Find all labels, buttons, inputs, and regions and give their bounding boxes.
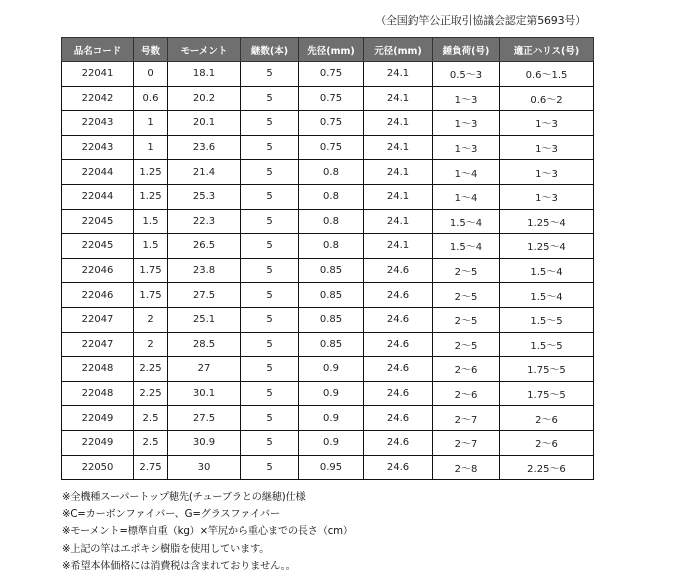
cell-sections: 5	[241, 332, 299, 357]
cell-tip-diameter: 0.8	[299, 209, 364, 234]
cell-moment: 27.5	[168, 406, 241, 431]
cell-moment: 30	[168, 455, 241, 480]
cell-butt-diameter: 24.1	[364, 184, 433, 209]
cell-sections: 5	[241, 357, 299, 382]
cell-tip-diameter: 0.85	[299, 307, 364, 332]
cell-sinker-load: 2～8	[433, 455, 500, 480]
table-row	[62, 160, 594, 185]
cell-sections: 5	[241, 62, 299, 87]
cell-size: 1.5	[134, 234, 168, 259]
cell-product-code: 22045	[62, 209, 134, 234]
cell-moment: 28.5	[168, 332, 241, 357]
cell-butt-diameter: 24.1	[364, 86, 433, 111]
cell-tip-diameter: 0.9	[299, 381, 364, 406]
table-row	[62, 357, 594, 382]
cell-size: 2.75	[134, 455, 168, 480]
cell-sections: 5	[241, 307, 299, 332]
table-row	[62, 209, 594, 234]
cell-tip-diameter: 0.95	[299, 455, 364, 480]
cell-sinker-load: 2～6	[433, 381, 500, 406]
cell-leader-line: 2～6	[500, 406, 594, 431]
cell-butt-diameter: 24.6	[364, 430, 433, 455]
cell-sinker-load: 1.5～4	[433, 234, 500, 259]
cell-product-code: 22041	[62, 62, 134, 87]
header-col-sinker-load: 錘負荷(号)	[433, 38, 500, 62]
cell-sections: 5	[241, 430, 299, 455]
cell-sinker-load: 2～5	[433, 332, 500, 357]
cell-tip-diameter: 0.75	[299, 111, 364, 136]
cell-leader-line: 1～3	[500, 111, 594, 136]
cell-tip-diameter: 0.8	[299, 184, 364, 209]
cell-sections: 5	[241, 111, 299, 136]
cell-leader-line: 1.5～5	[500, 307, 594, 332]
cell-sections: 5	[241, 234, 299, 259]
cell-moment: 25.3	[168, 184, 241, 209]
cell-size: 0	[134, 62, 168, 87]
cell-moment: 20.1	[168, 111, 241, 136]
cell-product-code: 22044	[62, 184, 134, 209]
cell-leader-line: 1～3	[500, 160, 594, 185]
cell-product-code: 22043	[62, 135, 134, 160]
cell-leader-line: 0.6～2	[500, 86, 594, 111]
cell-butt-diameter: 24.6	[364, 283, 433, 308]
cell-moment: 18.1	[168, 62, 241, 87]
cell-sections: 5	[241, 209, 299, 234]
cell-moment: 23.6	[168, 135, 241, 160]
cell-size: 2.5	[134, 430, 168, 455]
table-row	[62, 62, 594, 87]
cell-sinker-load: 2～7	[433, 406, 500, 431]
cell-moment: 27.5	[168, 283, 241, 308]
cell-sinker-load: 1.5～4	[433, 209, 500, 234]
table-row	[62, 111, 594, 136]
cell-butt-diameter: 24.6	[364, 258, 433, 283]
cell-leader-line: 1～3	[500, 184, 594, 209]
table-row	[62, 184, 594, 209]
cell-sections: 5	[241, 86, 299, 111]
cell-tip-diameter: 0.9	[299, 357, 364, 382]
cell-size: 1	[134, 135, 168, 160]
cell-product-code: 22044	[62, 160, 134, 185]
cell-tip-diameter: 0.9	[299, 430, 364, 455]
header-col-leader-line: 適正ハリス(号)	[500, 38, 594, 62]
cell-tip-diameter: 0.75	[299, 62, 364, 87]
spec-table	[61, 37, 594, 480]
table-row	[62, 234, 594, 259]
cell-sections: 5	[241, 455, 299, 480]
cell-size: 2	[134, 332, 168, 357]
cell-sections: 5	[241, 258, 299, 283]
cell-butt-diameter: 24.1	[364, 135, 433, 160]
cell-size: 0.6	[134, 86, 168, 111]
cell-moment: 20.2	[168, 86, 241, 111]
cell-tip-diameter: 0.85	[299, 283, 364, 308]
cell-sinker-load: 1～4	[433, 184, 500, 209]
cell-butt-diameter: 24.6	[364, 307, 433, 332]
header-col-butt-diameter: 元径(mm)	[364, 38, 433, 62]
cell-product-code: 22047	[62, 307, 134, 332]
cell-butt-diameter: 24.1	[364, 234, 433, 259]
cell-sinker-load: 2～5	[433, 283, 500, 308]
header-col-product-code: 品名コード	[62, 38, 134, 62]
cell-size: 2.5	[134, 406, 168, 431]
cell-butt-diameter: 24.1	[364, 209, 433, 234]
cell-sinker-load: 1～3	[433, 111, 500, 136]
cell-leader-line: 1.25～4	[500, 209, 594, 234]
cell-leader-line: 1.5～4	[500, 258, 594, 283]
cell-product-code: 22049	[62, 406, 134, 431]
cell-product-code: 22047	[62, 332, 134, 357]
note-line: ※モーメント=標準自重（kg）×竿尻から重心までの長さ（cm）	[62, 526, 353, 538]
table-row	[62, 381, 594, 406]
notes	[62, 489, 353, 575]
table-row	[62, 455, 594, 480]
cell-tip-diameter: 0.85	[299, 332, 364, 357]
cell-product-code: 22050	[62, 455, 134, 480]
cell-sinker-load: 1～3	[433, 86, 500, 111]
table-body	[62, 62, 594, 480]
cell-size: 1.75	[134, 283, 168, 308]
cell-leader-line: 1.75～5	[500, 381, 594, 406]
cell-product-code: 22043	[62, 111, 134, 136]
cell-sinker-load: 1～4	[433, 160, 500, 185]
table-row	[62, 406, 594, 431]
header-col-sections: 継数(本)	[241, 38, 299, 62]
cell-size: 2	[134, 307, 168, 332]
cell-product-code: 22048	[62, 357, 134, 382]
cell-leader-line: 1.5～4	[500, 283, 594, 308]
cell-sections: 5	[241, 135, 299, 160]
cell-product-code: 22046	[62, 258, 134, 283]
table-row	[62, 307, 594, 332]
cell-sections: 5	[241, 184, 299, 209]
table-row	[62, 332, 594, 357]
cell-butt-diameter: 24.6	[364, 381, 433, 406]
cell-leader-line: 1.5～5	[500, 332, 594, 357]
cell-leader-line: 1.75～5	[500, 357, 594, 382]
cell-size: 2.25	[134, 381, 168, 406]
header-col-size: 号数	[134, 38, 168, 62]
cell-tip-diameter: 0.85	[299, 258, 364, 283]
cell-butt-diameter: 24.1	[364, 111, 433, 136]
cell-moment: 26.5	[168, 234, 241, 259]
note-line: ※C=カーボンファイバー、G=グラスファイバー	[62, 509, 280, 521]
cell-moment: 21.4	[168, 160, 241, 185]
cell-butt-diameter: 24.6	[364, 357, 433, 382]
certification-number: （全国釣竿公正取引協議会認定第5693号）	[375, 14, 586, 27]
cell-leader-line: 1～3	[500, 135, 594, 160]
cell-moment: 27	[168, 357, 241, 382]
cell-moment: 22.3	[168, 209, 241, 234]
cell-size: 1	[134, 111, 168, 136]
cell-size: 1.5	[134, 209, 168, 234]
cell-butt-diameter: 24.6	[364, 406, 433, 431]
note-line: ※希望本体価格には消費税は含まれておりません。。	[62, 560, 296, 572]
table-row	[62, 135, 594, 160]
cell-butt-diameter: 24.6	[364, 455, 433, 480]
cell-sections: 5	[241, 160, 299, 185]
cell-size: 2.25	[134, 357, 168, 382]
cell-product-code: 22042	[62, 86, 134, 111]
table-row	[62, 258, 594, 283]
cell-sinker-load: 2～7	[433, 430, 500, 455]
header-col-moment: モーメント	[168, 38, 241, 62]
cell-size: 1.25	[134, 184, 168, 209]
cell-tip-diameter: 0.75	[299, 86, 364, 111]
cell-sections: 5	[241, 283, 299, 308]
cell-leader-line: 1.25～4	[500, 234, 594, 259]
cell-tip-diameter: 0.75	[299, 135, 364, 160]
header-col-tip-diameter: 先径(mm)	[299, 38, 364, 62]
table-row	[62, 283, 594, 308]
cell-butt-diameter: 24.1	[364, 160, 433, 185]
cell-moment: 30.1	[168, 381, 241, 406]
cell-tip-diameter: 0.9	[299, 406, 364, 431]
cell-product-code: 22046	[62, 283, 134, 308]
cell-size: 1.75	[134, 258, 168, 283]
cell-sinker-load: 2～5	[433, 258, 500, 283]
cell-moment: 30.9	[168, 430, 241, 455]
cell-butt-diameter: 24.1	[364, 62, 433, 87]
cell-moment: 23.8	[168, 258, 241, 283]
cell-sinker-load: 2～5	[433, 307, 500, 332]
table-row	[62, 86, 594, 111]
cell-butt-diameter: 24.6	[364, 332, 433, 357]
cell-leader-line: 0.6～1.5	[500, 62, 594, 87]
cell-product-code: 22048	[62, 381, 134, 406]
cell-size: 1.25	[134, 160, 168, 185]
cell-leader-line: 2.25～6	[500, 455, 594, 480]
cell-sinker-load: 1～3	[433, 135, 500, 160]
cell-sinker-load: 2～6	[433, 357, 500, 382]
cell-product-code: 22045	[62, 234, 134, 259]
cell-leader-line: 2～6	[500, 430, 594, 455]
note-line: ※上記の竿はエポキシ樹脂を使用しています。	[62, 543, 270, 555]
cell-product-code: 22049	[62, 430, 134, 455]
note-line: ※全機種スーパートップ穂先(チューブラとの継穂)仕様	[62, 492, 306, 503]
cell-sinker-load: 0.5～3	[433, 62, 500, 87]
cell-tip-diameter: 0.8	[299, 234, 364, 259]
table-row	[62, 430, 594, 455]
cell-tip-diameter: 0.8	[299, 160, 364, 185]
cell-sections: 5	[241, 406, 299, 431]
cell-moment: 25.1	[168, 307, 241, 332]
cell-sections: 5	[241, 381, 299, 406]
table-header-row	[62, 38, 594, 62]
